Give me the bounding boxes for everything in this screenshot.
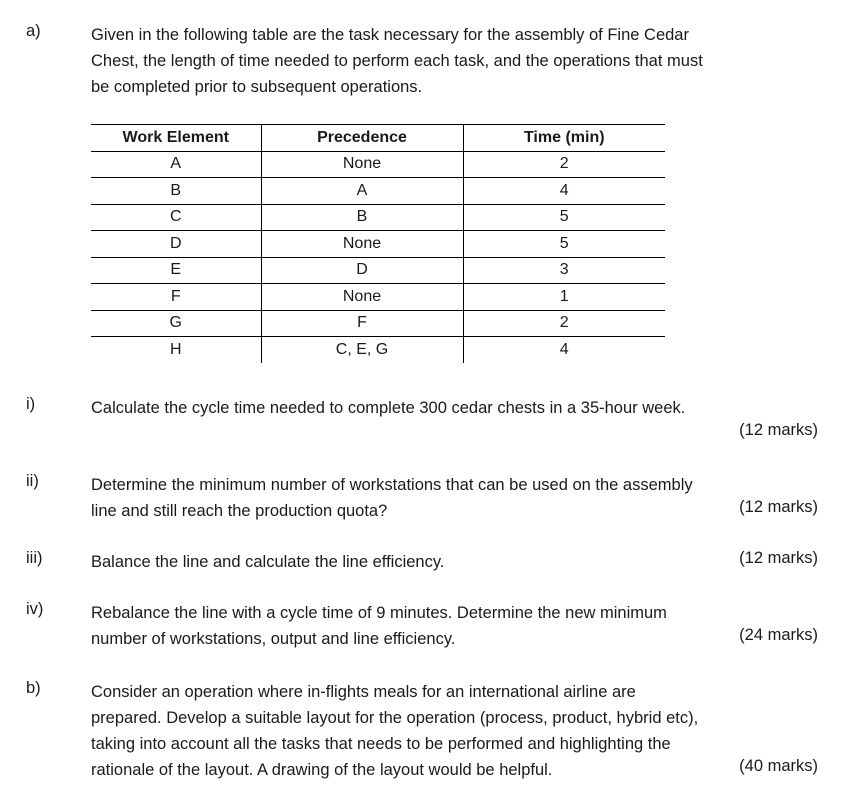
cell-element: B: [91, 178, 261, 205]
cell-element: G: [91, 310, 261, 337]
question-ii-label: ii): [26, 472, 39, 490]
question-i-line-1: Calculate the cycle time needed to complete 300 cedar chests in a 35-hour week.: [91, 399, 686, 417]
part-a-intro-line-2: Chest, the length of time needed to perform each task, and the operations that must: [91, 52, 703, 70]
part-a-intro: [91, 22, 825, 100]
cell-element: H: [169, 341, 182, 358]
part-b-line-4: rationale of the layout. A drawing of the layout would be helpful.: [91, 761, 553, 779]
question-iii-label: iii): [26, 549, 43, 567]
table-row: [91, 337, 665, 364]
cell-time: 4: [463, 178, 665, 205]
header-work-element: Work Element: [91, 125, 261, 152]
cell-precedence: F: [261, 310, 463, 337]
table-row: [91, 284, 665, 311]
question-ii-line-1: Determine the minimum number of workstations that can be used on the assembly: [91, 476, 693, 494]
question-iii-line-1: Balance the line and calculate the line efficiency.: [91, 553, 445, 571]
cell-element: E: [91, 257, 261, 284]
cell-time: 3: [463, 257, 665, 284]
part-a-intro-line-3: be completed prior to subsequent operations.: [91, 78, 423, 96]
cell-precedence: A: [261, 178, 463, 205]
part-b-line-2: prepared. Develop a suitable layout for the operation (process, product, hybrid etc),: [91, 709, 699, 727]
cell-precedence: None: [261, 284, 463, 311]
cell-element: F: [91, 284, 261, 311]
header-precedence: Precedence: [261, 125, 463, 152]
question-ii-text: [91, 472, 825, 524]
part-b-line-1: Consider an operation where in-flights meals for an international airline are: [91, 683, 636, 701]
part-b-text: [91, 679, 825, 783]
question-iii-marks: (12 marks): [739, 549, 818, 567]
part-b-line-3: taking into account all the tasks that needs to be performed and highlighting the: [91, 735, 671, 753]
question-iv-marks: (24 marks): [739, 626, 818, 644]
question-iv-text: [91, 600, 825, 652]
question-iv-label: iv): [26, 600, 44, 618]
header-time: Time (min): [463, 125, 665, 152]
table-row: [91, 151, 665, 178]
cell-precedence: None: [261, 231, 463, 258]
cell-precedence: C, E, G: [261, 337, 463, 364]
cell-element: D: [91, 231, 261, 258]
part-b-marks: (40 marks): [739, 757, 818, 775]
table-header-row: [91, 125, 665, 152]
cell-time: 5: [463, 231, 665, 258]
part-b-label: b): [26, 679, 41, 697]
part-a-intro-line-1: Given in the following table are the task necessary for the assembly of Fine Cedar: [91, 26, 689, 44]
cell-time: 2: [463, 310, 665, 337]
table-row: [91, 257, 665, 284]
cell-time: 1: [463, 284, 665, 311]
cell-time: 4: [559, 341, 569, 358]
cell-precedence: D: [261, 257, 463, 284]
cell-element: C: [91, 204, 261, 231]
work-element-table: [91, 124, 665, 363]
part-a-label: a): [26, 22, 41, 40]
cell-precedence: None: [261, 151, 463, 178]
table-row: [91, 231, 665, 258]
question-ii-line-2: line and still reach the production quota?: [91, 502, 388, 520]
cell-element: A: [91, 151, 261, 178]
cell-time: 5: [463, 204, 665, 231]
question-i-label: i): [26, 395, 36, 413]
table-row: [91, 310, 665, 337]
cell-time: 2: [463, 151, 665, 178]
question-iv-line-2: number of workstations, output and line efficiency.: [91, 630, 456, 648]
question-iv-line-1: Rebalance the line with a cycle time of 9 minutes. Determine the new minimum: [91, 604, 667, 622]
table-row: [91, 178, 665, 205]
question-i-marks: (12 marks): [739, 421, 818, 439]
table-row: [91, 204, 665, 231]
cell-precedence: B: [261, 204, 463, 231]
question-ii-marks: (12 marks): [739, 498, 818, 516]
